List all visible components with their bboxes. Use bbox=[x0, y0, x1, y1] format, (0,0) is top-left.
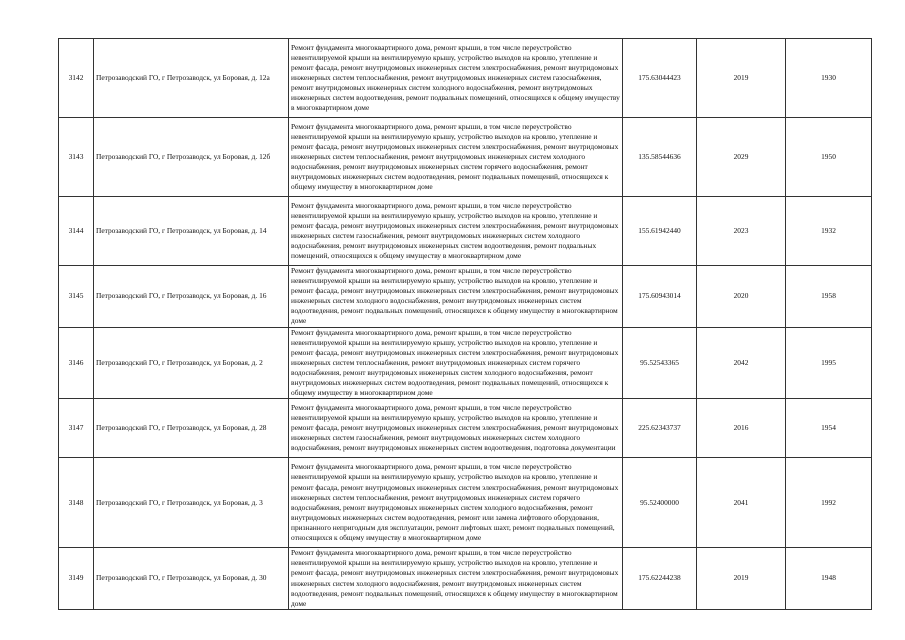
table-row bbox=[59, 118, 872, 197]
built-year-cell: 1954 bbox=[786, 399, 872, 458]
works-cell: Ремонт фундамента многоквартирного дома, ремонт крыши, в том числе переустройство невентилируемой крыши на вентилируемую крышу, устройство выходов на кровлю, утепление и ремонт фасада, ремонт внутридомовых инженерных систем электроснабжения, ремонт внутридомовых инженерных систем теплоснабжения, ремонт внутридомовых инженерных систем газоснабжения, ремонт внутридомовых инженерных систем холодного водоснабжения, ремонт внутридомовых инженерных систем водоотведения, ремонт подвальных помещений, относящихся к общему имуществу в многоквартирном доме bbox=[289, 39, 623, 118]
address-cell: Петрозаводский ГО, г Петрозаводск, ул Боровая, д. 12а bbox=[94, 39, 289, 118]
row-number: 3142 bbox=[59, 39, 94, 118]
row-number: 3143 bbox=[59, 118, 94, 197]
area-cell: 225.62343737 bbox=[623, 399, 697, 458]
area-cell: 155.61942440 bbox=[623, 197, 697, 266]
address-cell: Петрозаводский ГО, г Петрозаводск, ул Боровая, д. 14 bbox=[94, 197, 289, 266]
repair-year-cell: 2020 bbox=[697, 266, 786, 328]
works-cell: Ремонт фундамента многоквартирного дома, ремонт крыши, в том числе переустройство невентилируемой крыши на вентилируемую крышу, устройство выходов на кровлю, утепление и ремонт фасада, ремонт внутридомовых инженерных систем электроснабжения, ремонт внутридомовых инженерных систем теплоснабжения, ремонт внутридомовых инженерных систем горячего водоснабжения, ремонт внутридомовых инженерных систем холодного водоснабжения, ремонт внутридомовых инженерных систем водоотведения, ремонт или замена лифтового оборудования, признанного непригодным для эксплуатации, ремонт лифтовых шахт, ремонт подвальных помещений, относящихся к общему имуществу в многоквартирном доме bbox=[289, 458, 623, 548]
table-row bbox=[59, 399, 872, 458]
works-cell: Ремонт фундамента многоквартирного дома, ремонт крыши, в том числе переустройство невентилируемой крыши на вентилируемую крышу, устройство выходов на кровлю, утепление и ремонт фасада, ремонт внутридомовых инженерных систем электроснабжения, ремонт внутридомовых инженерных систем газоснабжения, ремонт внутридомовых инженерных систем холодного водоснабжения, ремонт внутридомовых инженерных систем водоотведения, ремонт подвальных помещений, относящихся к общему имуществу в многоквартирном доме bbox=[289, 197, 623, 266]
built-year-cell: 1992 bbox=[786, 458, 872, 548]
works-cell: Ремонт фундамента многоквартирного дома, ремонт крыши, в том числе переустройство невентилируемой крыши на вентилируемую крышу, устройство выходов на кровлю, утепление и ремонт фасада, ремонт внутридомовых инженерных систем электроснабжения, ремонт внутридомовых инженерных систем холодного водоснабжения, ремонт внутридомовых инженерных систем водоотведения, ремонт подвальных помещений, относящихся к общему имуществу в многоквартирном доме bbox=[289, 266, 623, 328]
registry-table bbox=[58, 38, 872, 610]
table-row bbox=[59, 327, 872, 399]
works-cell: Ремонт фундамента многоквартирного дома, ремонт крыши, в том числе переустройство невентилируемой крыши на вентилируемую крышу, устройство выходов на кровлю, утепление и ремонт фасада, ремонт внутридомовых инженерных систем электроснабжения, ремонт внутридомовых инженерных систем теплоснабжения, ремонт внутридомовых инженерных систем холодного водоснабжения, ремонт внутридомовых инженерных систем горячего водоснабжения, ремонт внутридомовых инженерных систем водоотведения, ремонт подвальных помещений, относящихся к общему имуществу в многоквартирном доме bbox=[289, 118, 623, 197]
area-cell: 95.52543365 bbox=[623, 327, 697, 399]
repair-year-cell: 2019 bbox=[697, 39, 786, 118]
table-row bbox=[59, 197, 872, 266]
built-year-cell: 1948 bbox=[786, 548, 872, 610]
repair-year-cell: 2041 bbox=[697, 458, 786, 548]
table-row bbox=[59, 458, 872, 548]
built-year-cell: 1932 bbox=[786, 197, 872, 266]
area-cell: 135.58544636 bbox=[623, 118, 697, 197]
address-cell: Петрозаводский ГО, г Петрозаводск, ул Боровая, д. 12б bbox=[94, 118, 289, 197]
repair-year-cell: 2029 bbox=[697, 118, 786, 197]
works-cell: Ремонт фундамента многоквартирного дома, ремонт крыши, в том числе переустройство невентилируемой крыши на вентилируемую крышу, устройство выходов на кровлю, утепление и ремонт фасада, ремонт внутридомовых инженерных систем электроснабжения, ремонт внутридомовых инженерных систем теплоснабжения, ремонт внутридомовых инженерных систем горячего водоснабжения, ремонт внутридомовых инженерных систем холодного водоснабжения, ремонт внутридомовых инженерных систем водоотведения, ремонт подвальных помещений, относящихся к общему имуществу в многоквартирном доме bbox=[289, 327, 623, 399]
address-cell: Петрозаводский ГО, г Петрозаводск, ул Боровая, д. 3 bbox=[94, 458, 289, 548]
built-year-cell: 1995 bbox=[786, 327, 872, 399]
works-cell: Ремонт фундамента многоквартирного дома, ремонт крыши, в том числе переустройство невентилируемой крыши на вентилируемую крышу, устройство выходов на кровлю, утепление и ремонт фасада, ремонт внутридомовых инженерных систем электроснабжения, ремонт внутридомовых инженерных систем газоснабжения, ремонт внутридомовых инженерных систем холодного водоснабжения, ремонт внутридомовых инженерных систем водоотведения, подготовка документации bbox=[289, 399, 623, 458]
area-cell: 175.63044423 bbox=[623, 39, 697, 118]
repair-year-cell: 2016 bbox=[697, 399, 786, 458]
row-number: 3149 bbox=[59, 548, 94, 610]
built-year-cell: 1930 bbox=[786, 39, 872, 118]
repair-year-cell: 2023 bbox=[697, 197, 786, 266]
repair-year-cell: 2019 bbox=[697, 548, 786, 610]
address-cell: Петрозаводский ГО, г Петрозаводск, ул Боровая, д. 2 bbox=[94, 327, 289, 399]
area-cell: 95.52400000 bbox=[623, 458, 697, 548]
table-row bbox=[59, 548, 872, 610]
works-cell: Ремонт фундамента многоквартирного дома, ремонт крыши, в том числе переустройство невентилируемой крыши на вентилируемую крышу, устройство выходов на кровлю, утепление и ремонт фасада, ремонт внутридомовых инженерных систем электроснабжения, ремонт внутридомовых инженерных систем холодного водоснабжения, ремонт внутридомовых инженерных систем водоотведения, ремонт подвальных помещений, относящихся к общему имуществу в многоквартирном доме bbox=[289, 548, 623, 610]
repair-year-cell: 2042 bbox=[697, 327, 786, 399]
row-number: 3144 bbox=[59, 197, 94, 266]
table-row bbox=[59, 266, 872, 328]
built-year-cell: 1950 bbox=[786, 118, 872, 197]
area-cell: 175.60943014 bbox=[623, 266, 697, 328]
row-number: 3145 bbox=[59, 266, 94, 328]
built-year-cell: 1958 bbox=[786, 266, 872, 328]
address-cell: Петрозаводский ГО, г Петрозаводск, ул Боровая, д. 28 bbox=[94, 399, 289, 458]
address-cell: Петрозаводский ГО, г Петрозаводск, ул Боровая, д. 30 bbox=[94, 548, 289, 610]
row-number: 3148 bbox=[59, 458, 94, 548]
row-number: 3146 bbox=[59, 327, 94, 399]
table-row bbox=[59, 39, 872, 118]
address-cell: Петрозаводский ГО, г Петрозаводск, ул Боровая, д. 16 bbox=[94, 266, 289, 328]
area-cell: 175.62244238 bbox=[623, 548, 697, 610]
row-number: 3147 bbox=[59, 399, 94, 458]
